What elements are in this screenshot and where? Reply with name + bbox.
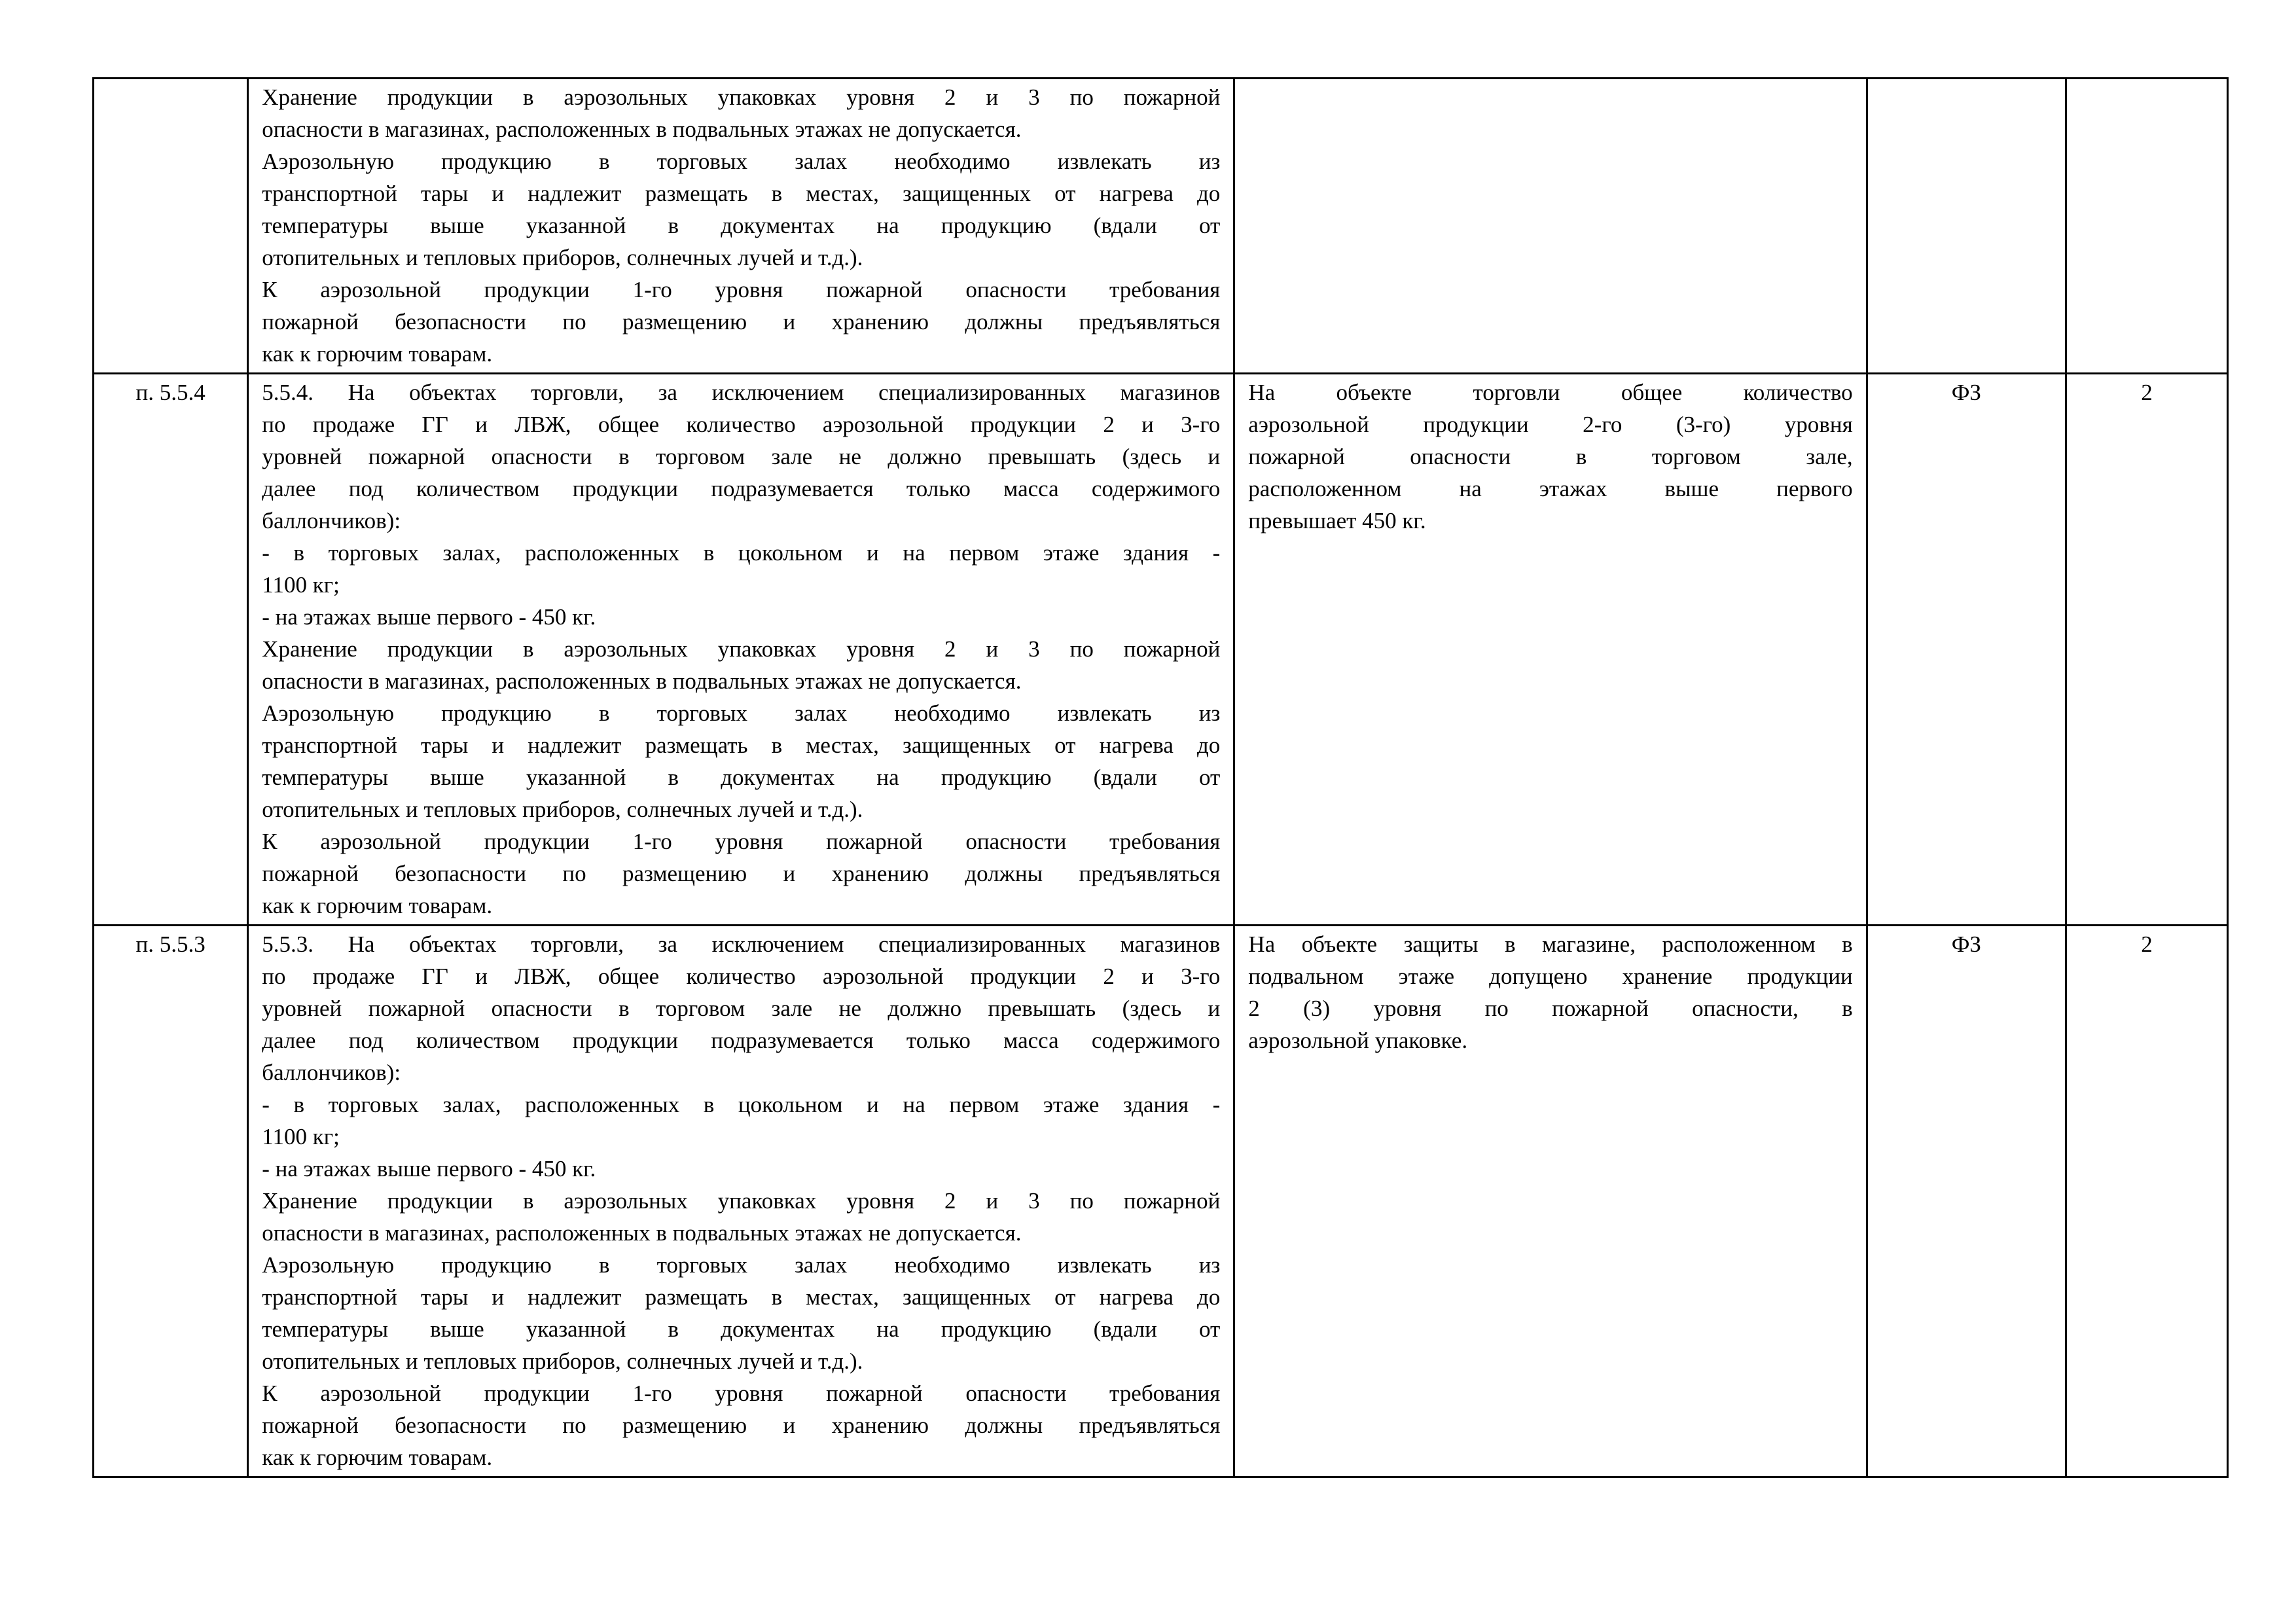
text-line: Аэрозольную продукцию в торговых залах необходимо извлекать из: [262, 149, 1221, 174]
requirement-cell: [248, 374, 1234, 926]
count-cell: 2: [2066, 926, 2228, 1477]
law-cell: [1867, 79, 2066, 374]
violation-cell: [1234, 926, 1867, 1477]
text-line: уровней пожарной опасности в торговом зале не должно превышать (здесь и: [262, 444, 1221, 469]
text-line: На объекте защиты в магазине, расположенном в: [1248, 931, 1853, 957]
text-line: Аэрозольную продукцию в торговых залах необходимо извлекать из: [262, 700, 1221, 726]
clause-cell: п. 5.5.3: [94, 926, 248, 1477]
text-line: К аэрозольной продукции 1-го уровня пожарной опасности требования: [262, 829, 1221, 854]
text-line: уровней пожарной опасности в торговом зале не должно превышать (здесь и: [262, 996, 1221, 1021]
text-line: 1100 кг;: [262, 572, 340, 598]
text-line: К аэрозольной продукции 1-го уровня пожарной опасности требования: [262, 1380, 1221, 1406]
text-line: На объекте торговли общее количество: [1248, 380, 1853, 405]
text-line: отопительных и тепловых приборов, солнечных лучей и т.д.).: [262, 245, 863, 270]
requirement-cell: [248, 926, 1234, 1477]
text-line: отопительных и тепловых приборов, солнечных лучей и т.д.).: [262, 797, 863, 822]
text-line: К аэрозольной продукции 1-го уровня пожарной опасности требования: [262, 277, 1221, 302]
text-line: 5.5.3. На объектах торговли, за исключением специализированных магазинов: [262, 931, 1221, 957]
text-line: превышает 450 кг.: [1248, 508, 1426, 533]
text-line: пожарной безопасности по размещению и хранению должны предъявляться: [262, 1413, 1221, 1438]
table-row: [94, 926, 2228, 1477]
text-line: расположенном на этажах выше первого: [1248, 476, 1853, 501]
text-line: опасности в магазинах, расположенных в подвальных этажах не допускается.: [262, 117, 1022, 142]
text-line: температуры выше указанной в документах на продукцию (вдали от: [262, 213, 1221, 238]
text-line: Хранение продукции в аэрозольных упаковках уровня 2 и 3 по пожарной: [262, 1188, 1221, 1214]
text-line: - в торговых залах, расположенных в цокольном и на первом этаже здания -: [262, 1092, 1221, 1117]
text-line: подвальном этаже допущено хранение продукции: [1248, 964, 1853, 989]
law-cell: ФЗ: [1867, 374, 2066, 926]
table-row: [94, 374, 2228, 926]
text-line: баллончиков):: [262, 508, 401, 533]
clause-cell: [94, 79, 248, 374]
text-line: по продаже ГГ и ЛВЖ, общее количество аэрозольной продукции 2 и 3-го: [262, 412, 1221, 437]
text-line: 5.5.4. На объектах торговли, за исключением специализированных магазинов: [262, 380, 1221, 405]
text-line: - на этажах выше первого - 450 кг.: [262, 1156, 596, 1182]
text-line: аэрозольной упаковке.: [1248, 1028, 1468, 1053]
text-line: транспортной тары и надлежит размещать в местах, защищенных от нагрева до: [262, 181, 1221, 206]
text-line: отопительных и тепловых приборов, солнечных лучей и т.д.).: [262, 1348, 863, 1374]
clause-cell: п. 5.5.4: [94, 374, 248, 926]
inspection-table: [92, 77, 2229, 1478]
count-cell: [2066, 79, 2228, 374]
violation-cell: [1234, 374, 1867, 926]
text-line: как к горючим товарам.: [262, 893, 493, 918]
table-body: [94, 79, 2228, 1477]
law-cell: ФЗ: [1867, 926, 2066, 1477]
text-line: Хранение продукции в аэрозольных упаковках уровня 2 и 3 по пожарной: [262, 636, 1221, 662]
violation-cell: [1234, 79, 1867, 374]
text-line: 2 (3) уровня по пожарной опасности, в: [1248, 996, 1853, 1021]
text-line: - на этажах выше первого - 450 кг.: [262, 604, 596, 630]
text-line: опасности в магазинах, расположенных в подвальных этажах не допускается.: [262, 1220, 1022, 1246]
text-line: далее под количеством продукции подразумевается только масса содержимого: [262, 1028, 1221, 1053]
text-line: как к горючим товарам.: [262, 341, 493, 367]
text-line: далее под количеством продукции подразумевается только масса содержимого: [262, 476, 1221, 501]
text-line: температуры выше указанной в документах на продукцию (вдали от: [262, 765, 1221, 790]
text-line: как к горючим товарам.: [262, 1445, 493, 1470]
text-line: Аэрозольную продукцию в торговых залах необходимо извлекать из: [262, 1252, 1221, 1278]
text-line: баллончиков):: [262, 1060, 401, 1085]
text-line: - в торговых залах, расположенных в цокольном и на первом этаже здания -: [262, 540, 1221, 566]
text-line: аэрозольной продукции 2-го (3-го) уровня: [1248, 412, 1853, 437]
text-line: опасности в магазинах, расположенных в подвальных этажах не допускается.: [262, 668, 1022, 694]
text-line: 1100 кг;: [262, 1124, 340, 1149]
text-line: Хранение продукции в аэрозольных упаковках уровня 2 и 3 по пожарной: [262, 84, 1221, 110]
text-line: пожарной безопасности по размещению и хранению должны предъявляться: [262, 861, 1221, 886]
requirement-cell: [248, 79, 1234, 374]
text-line: пожарной безопасности по размещению и хранению должны предъявляться: [262, 309, 1221, 334]
text-line: температуры выше указанной в документах на продукцию (вдали от: [262, 1316, 1221, 1342]
text-line: транспортной тары и надлежит размещать в местах, защищенных от нагрева до: [262, 732, 1221, 758]
text-line: пожарной опасности в торговом зале,: [1248, 444, 1853, 469]
text-line: транспортной тары и надлежит размещать в местах, защищенных от нагрева до: [262, 1284, 1221, 1310]
count-cell: 2: [2066, 374, 2228, 926]
table-row: [94, 79, 2228, 374]
text-line: по продаже ГГ и ЛВЖ, общее количество аэрозольной продукции 2 и 3-го: [262, 964, 1221, 989]
